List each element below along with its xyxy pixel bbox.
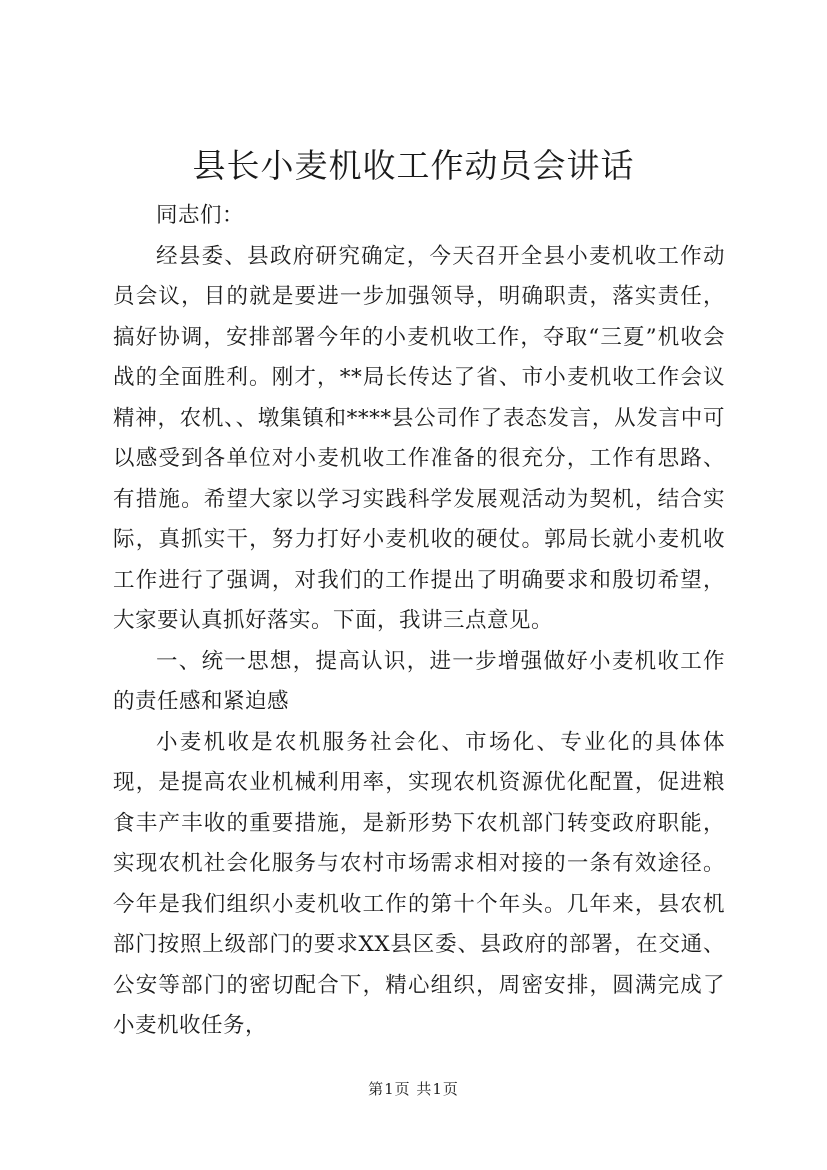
salutation-paragraph: 同志们： [156, 203, 245, 228]
document-body [113, 196, 725, 1047]
body-paragraph: 经县委、县政府研究确定，今天召开全县小麦机收工作动员会议，目的就是要进一步加强领导，明确职责，落实责任，搞好协调，安排部署今年的小麦机收工作，夺取“三夏”机收会战的全面胜利。刚才，**局长传达了省、市小麦机收工作会议精神，农机、、墩集镇和****县公司作了表态发言，从发言中可以感受到各单位对小麦机收工作准备的很充分，工作有思路、有措施。希望大家以学习实践科学发展观活动为契机，结合实际，真抓实干，努力打好小麦机收的硬仗。郭局长就小麦机收工作进行了强调，对我们的工作提出了明确要求和殷切希望，大家要认真抓好落实。下面，我讲三点意见。 [113, 243, 725, 633]
section-heading-paragraph: 一、统一思想，提高认识，进一步增强做好小麦机收工作的责任感和紧迫感 [113, 648, 725, 714]
document-title: 县长小麦机收工作动员会讲话 [192, 146, 635, 185]
page-number-footer: 第1页 共1页 [368, 1080, 459, 1098]
body-paragraph: 小麦机收是农机服务社会化、市场化、专业化的具体体现，是提高农业机械利用率，实现农机资源优化配置，促进粮食丰产丰收的重要措施，是新形势下农机部门转变政府职能，实现农机社会化服务与农村市场需求相对接的一条有效途径。今年是我们组织小麦机收工作的第十个年头。几年来，县农机部门按照上级部门的要求XX县区委、县政府的部署，在交通、公安等部门的密切配合下，精心组织，周密安排，圆满完成了小麦机收任务， [113, 729, 725, 1038]
